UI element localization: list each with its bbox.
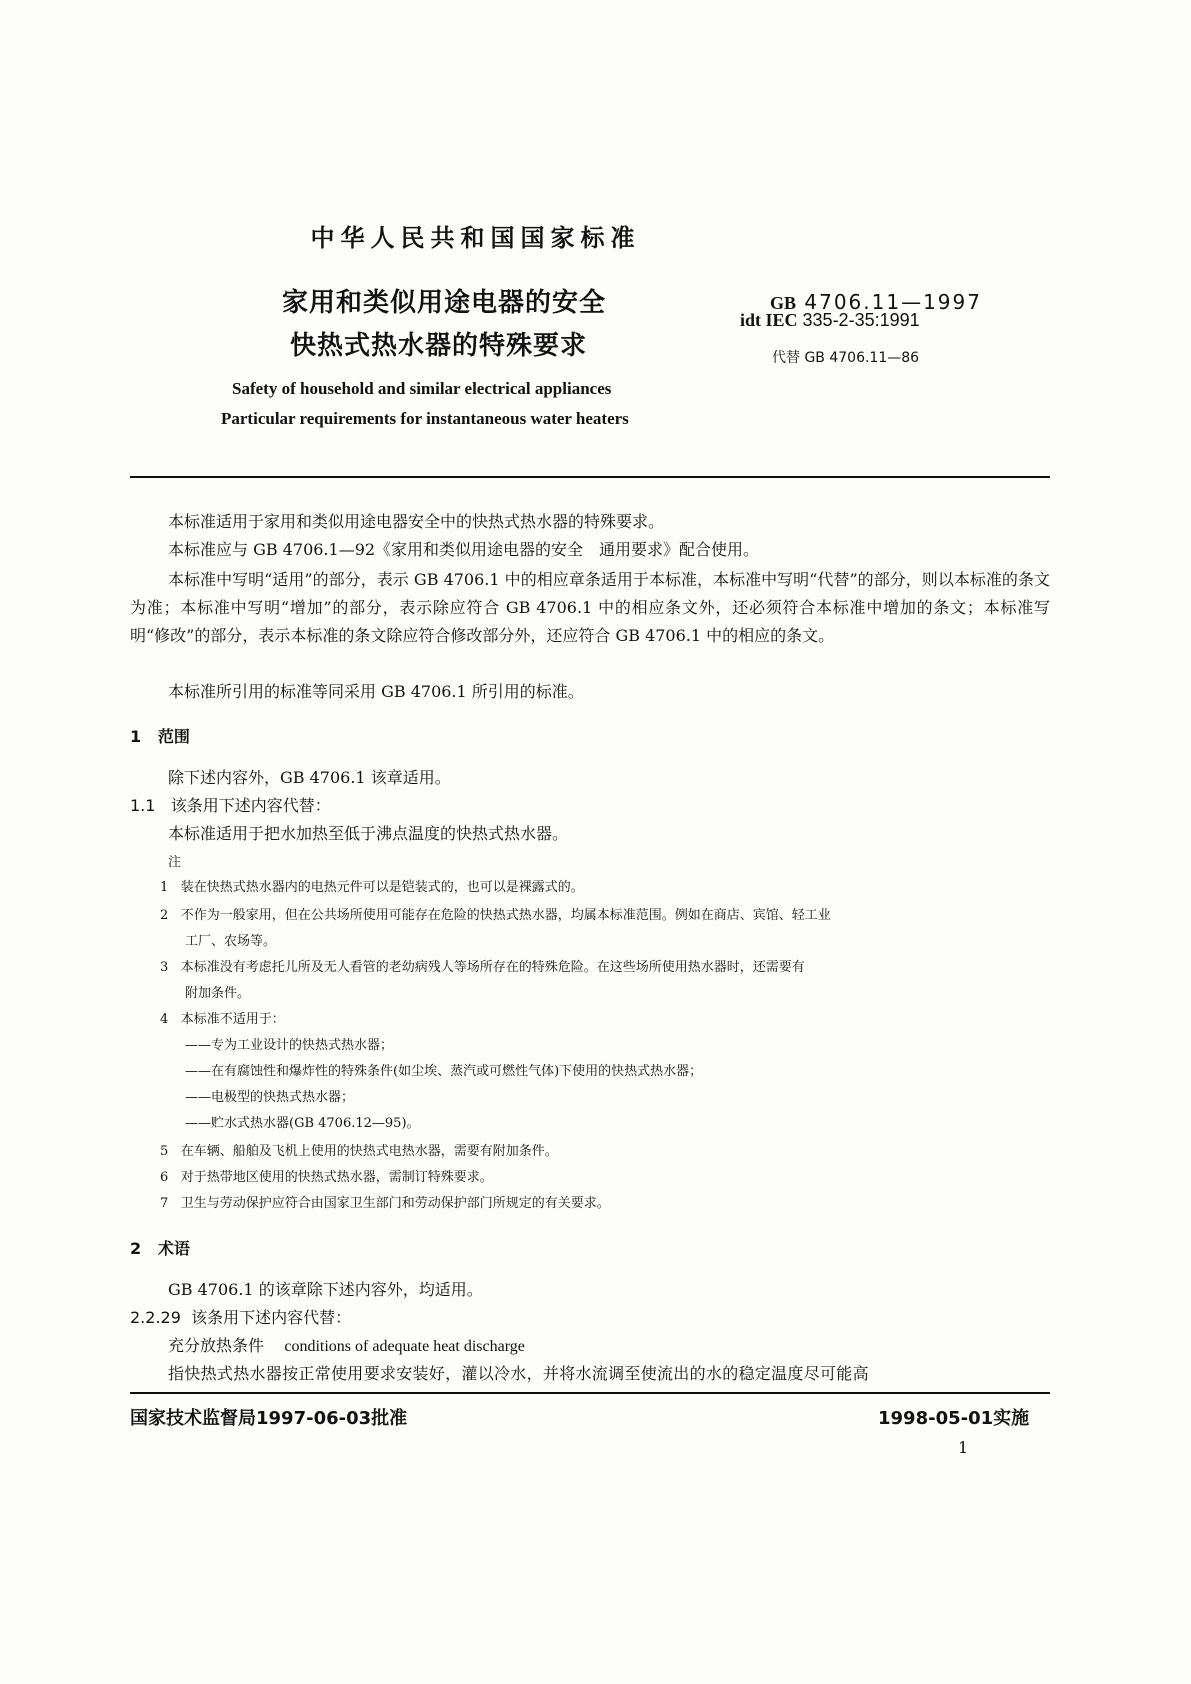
note-7-number: 7 (160, 1196, 169, 1211)
section-2-title: 术语 (157, 1239, 190, 1258)
idt-number: 335-2-35:1991 (802, 310, 920, 330)
exclusion-item: ——专为工业设计的快热式热水器； (185, 1038, 394, 1053)
clause-2-2-29-number: 2.2.29 (130, 1308, 181, 1327)
section-2-heading (130, 1236, 190, 1259)
term-en: conditions of adequate heat discharge (284, 1338, 525, 1355)
note-5 (160, 1142, 558, 1162)
note-5-text: 在车辆、船舶及飞机上使用的快热式电热水器，需要有附加条件。 (180, 1144, 558, 1159)
note-7 (160, 1194, 610, 1214)
section-1-heading (130, 724, 190, 747)
idt-reference (740, 310, 920, 331)
note-7-text: 卫生与劳动保护应符合由国家卫生部门和劳动保护部门所规定的有关要求。 (180, 1196, 610, 1211)
idt-prefix: idt IEC (740, 310, 798, 330)
note-3 (160, 958, 805, 978)
note-1-text: 装在快热式热水器内的电热元件可以是铠装式的，也可以是裸露式的。 (180, 880, 584, 895)
note-1-number: 1 (160, 880, 169, 895)
note-2 (160, 906, 831, 926)
header-divider (130, 476, 1050, 478)
note-6-number: 6 (160, 1170, 169, 1185)
exclusion-item: ——贮水式热水器(GB 4706.12—95)。 (185, 1116, 420, 1131)
page-number: 1 (958, 1438, 969, 1457)
exclusion-item: ——在有腐蚀性和爆炸性的特殊条件(如尘埃、蒸汽或可燃性气体)下使用的快热式热水器； (185, 1064, 703, 1079)
title-en-line1: Safety of household and similar electrical appliances (232, 379, 612, 398)
note-2-text: 不作为一般家用，但在公共场所使用可能存在危险的快热式热水器，均属本标准范围。例如在商店、宾馆、轻工业 (180, 908, 831, 923)
clause-2-2-29-title: 该条用下述内容代替： (191, 1308, 352, 1327)
note-5-number: 5 (160, 1144, 169, 1159)
intro-paragraph-3: 本标准中写明“适用”的部分，表示 GB 4706.1 中的相应章条适用于本标准，本标准中写明“代替”的部分，则以本标准的条文为准；本标准中写明“增加”的部分，表示除应符合 GB 4706.1 中的相应条文外，还必须符合本标准中增加的条文；本标准写明“修改”的部分，表示本标准的条文除应符合修改部分外，还应符合 GB 4706.1 中的相应的条文。 (130, 570, 1050, 645)
intro-paragraph-2: 本标准应与 GB 4706.1—92《家用和类似用途电器的安全 通用要求》配合使用。 (168, 540, 760, 559)
intro-paragraph-1: 本标准适用于家用和类似用途电器安全中的快热式热水器的特殊要求。 (168, 512, 665, 531)
term-cn: 充分放热条件 (168, 1336, 265, 1355)
term-definition-heading (168, 1334, 525, 1359)
note-4-number: 4 (160, 1012, 169, 1027)
section-1-number: 1 (130, 727, 142, 746)
clause-2-2-29-heading (130, 1306, 351, 1330)
clause-1-1-heading (130, 794, 331, 818)
term-definition-text: 指快热式热水器按正常使用要求安装好，灌以冷水，并将水流调至使流出的水的稳定温度尽可能高 (168, 1364, 869, 1383)
effective-date: 1998-05-01实施 (878, 1408, 1030, 1429)
note-6-text: 对于热带地区使用的快热式热水器，需制订特殊要求。 (180, 1170, 493, 1185)
section-2-number: 2 (130, 1239, 142, 1258)
title-en-line2: Particular requirements for instantaneous water heaters (221, 409, 629, 428)
section-2-text: GB 4706.1 的该章除下述内容外，均适用。 (168, 1280, 483, 1299)
standard-number-value: 4706.11—1997 (804, 290, 982, 314)
clause-1-1-title: 该条用下述内容代替： (170, 796, 331, 815)
note-3-text: 本标准没有考虑托儿所及无人看管的老幼病残人等场所存在的特殊危险。在这些场所使用热水器时，还需要有 (180, 960, 805, 975)
note-6 (160, 1168, 493, 1188)
intro-paragraph-4: 本标准所引用的标准等同采用 GB 4706.1 所引用的标准。 (168, 682, 584, 701)
note-3-number: 3 (160, 960, 169, 975)
title-cn-line1: 家用和类似用途电器的安全 (282, 288, 607, 318)
replaces-note: 代替 GB 4706.11—86 (772, 350, 920, 366)
note-4-text: 本标准不适用于： (180, 1012, 285, 1027)
note-3-continuation: 附加条件。 (185, 986, 251, 1001)
note-2-number: 2 (160, 908, 169, 923)
note-1 (160, 878, 584, 898)
note-label: 注 (168, 855, 182, 870)
title-cn-line2: 快热式热水器的特殊要求 (290, 331, 588, 361)
note-2-continuation: 工厂、农场等。 (185, 934, 277, 949)
approval-date: 国家技术监督局1997-06-03批准 (130, 1408, 408, 1429)
exclusion-item: ——电极型的快热式热水器； (185, 1090, 355, 1105)
standard-prefix: GB (770, 293, 797, 313)
note-4 (160, 1010, 285, 1030)
clause-1-1-number: 1.1 (130, 796, 156, 815)
section-1-title: 范围 (157, 727, 190, 746)
section-1-text: 除下述内容外，GB 4706.1 该章适用。 (168, 768, 451, 787)
footer-divider (130, 1392, 1050, 1394)
clause-1-1-text: 本标准适用于把水加热至低于沸点温度的快热式热水器。 (168, 824, 569, 843)
nation-standard-heading: 中华人民共和国国家标准 (310, 224, 641, 252)
